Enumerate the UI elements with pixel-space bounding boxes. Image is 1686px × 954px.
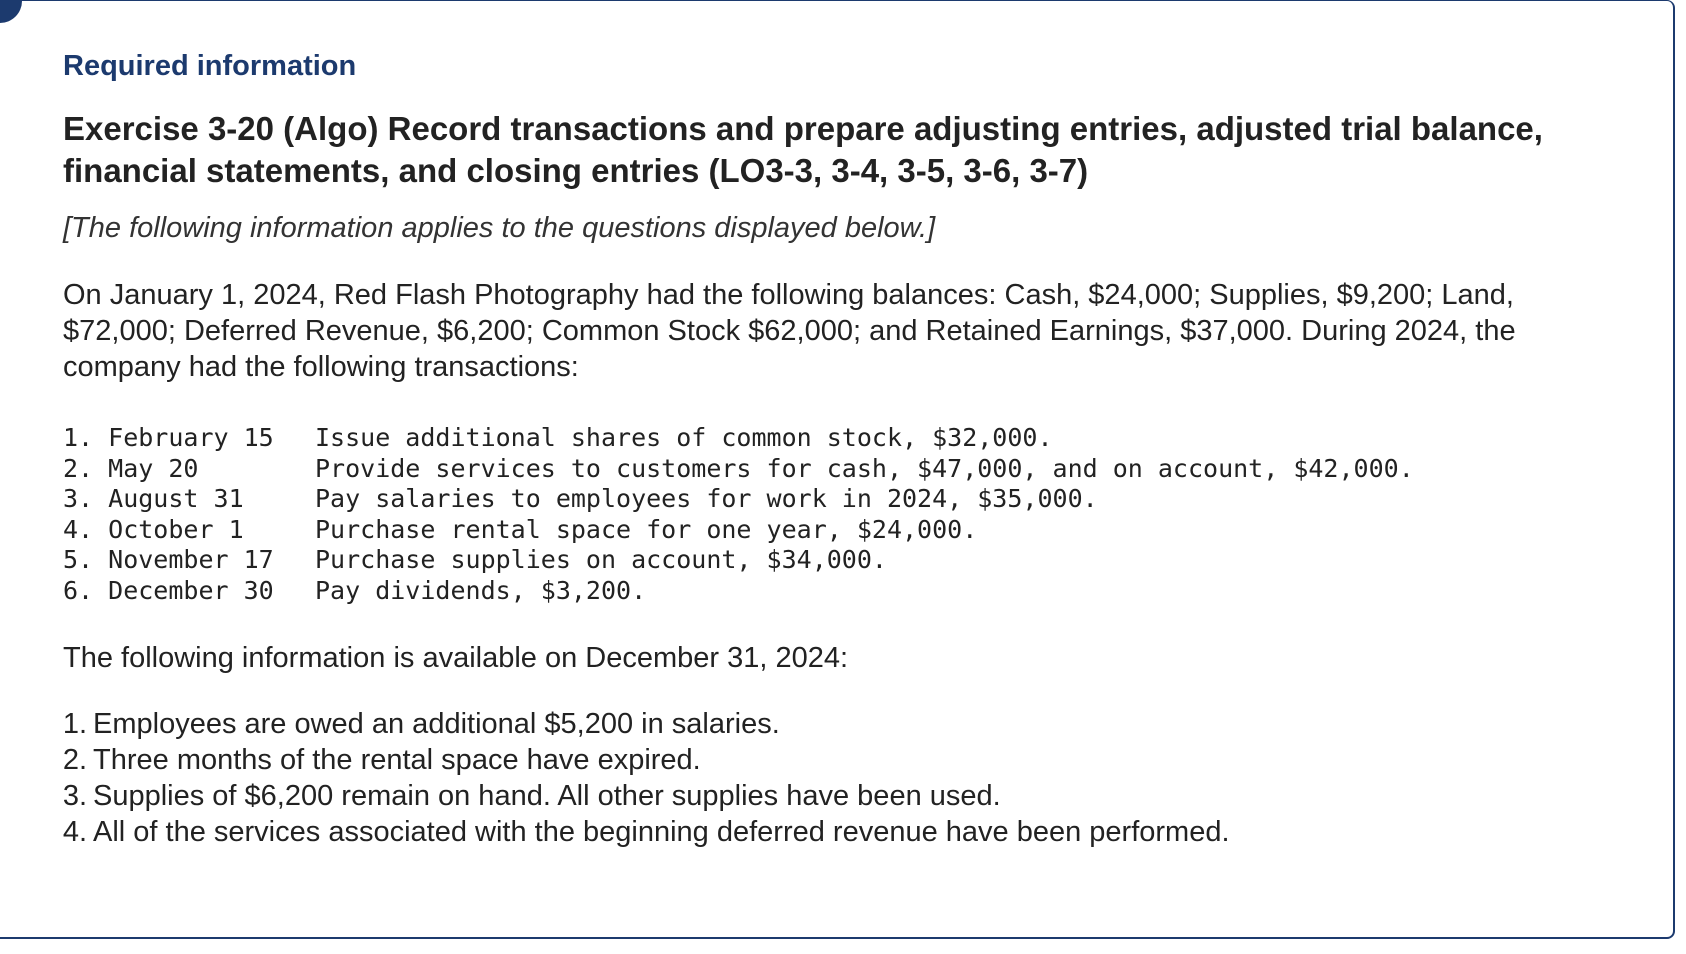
- table-row: [63, 576, 1414, 607]
- transaction-date: 6. December 30: [63, 575, 274, 605]
- table-row: [63, 423, 1414, 454]
- list-item-number: 2.: [62, 744, 87, 777]
- list-item-text: Supplies of $6,200 remain on hand. All other supplies have been used.: [93, 780, 1001, 813]
- info-heading: The following information is available on December 31, 2024:: [63, 642, 849, 675]
- table-row: [63, 454, 1414, 485]
- transaction-description: Purchase supplies on account, $34,000.: [315, 545, 887, 575]
- list-item-number: 3.: [62, 780, 87, 813]
- transaction-date: 5. November 17: [63, 545, 274, 575]
- table-row: [63, 545, 1414, 576]
- transaction-description: Pay dividends, $3,200.: [315, 575, 647, 605]
- list-item: [63, 778, 1643, 814]
- corner-dot-icon: [0, 0, 22, 23]
- applies-note: [The following information applies to the questions displayed below.]: [63, 211, 936, 244]
- list-item-number: 4.: [62, 816, 87, 849]
- intro-paragraph: On January 1, 2024, Red Flash Photography had the following balances: Cash, $24,000; Supplies, $9,200; Land, $72,000; Deferred Revenue, $6,200; Common Stock $62,000; and Retained Earnings, $37,000. During 2024, the company had the following transactions:: [63, 279, 1516, 384]
- question-content: [63, 49, 1643, 850]
- transaction-description: Issue additional shares of common stock, $32,000.: [315, 423, 1053, 453]
- transaction-description: Provide services to customers for cash, $47,000, and on account, $42,000.: [315, 453, 1414, 483]
- exercise-title: Exercise 3-20 (Algo) Record transactions and prepare adjusting entries, adjusted trial balance, financial statements, and closing entries (LO3-3, 3-4, 3-5, 3-6, 3-7): [63, 109, 1543, 189]
- list-item: [63, 814, 1643, 850]
- transactions-table: [63, 423, 1414, 606]
- adjustment-info-list: [63, 706, 1643, 850]
- required-information-label: Required information: [63, 50, 357, 82]
- table-row: [63, 484, 1414, 515]
- transaction-date: 2. May 20: [63, 453, 199, 483]
- list-item-number: 1.: [62, 708, 87, 741]
- transaction-description: Pay salaries to employees for work in 2024, $35,000.: [315, 484, 1098, 514]
- list-item-text: Three months of the rental space have expired.: [93, 744, 701, 777]
- transaction-date: 4. October 1: [63, 514, 244, 544]
- transaction-description: Purchase rental space for one year, $24,000.: [315, 514, 978, 544]
- list-item: [63, 706, 1643, 742]
- table-row: [63, 515, 1414, 546]
- transaction-date: 1. February 15: [63, 423, 274, 453]
- list-item-text: All of the services associated with the beginning deferred revenue have been performed.: [93, 816, 1230, 849]
- transaction-date: 3. August 31: [63, 484, 244, 514]
- list-item: [63, 742, 1643, 778]
- list-item-text: Employees are owed an additional $5,200 in salaries.: [93, 708, 780, 741]
